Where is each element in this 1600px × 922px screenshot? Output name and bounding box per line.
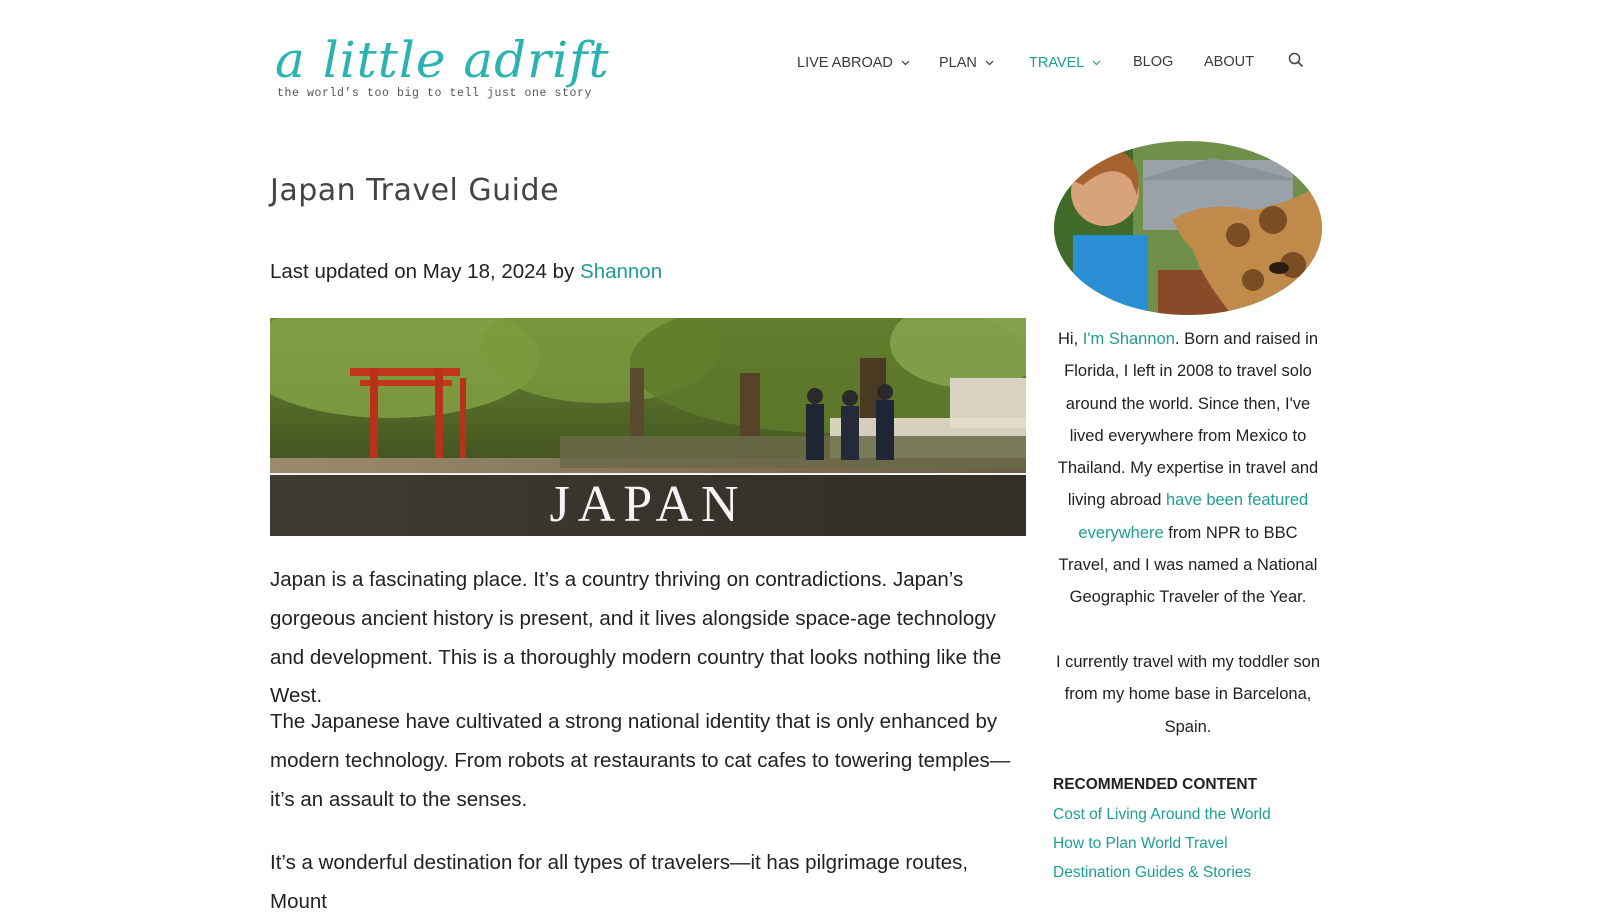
recommended-link[interactable]: Destination Guides & Stories [1053,864,1252,881]
author-avatar [1053,140,1323,316]
nav-item-live-abroad[interactable] [797,50,910,75]
post-meta [270,260,662,284]
author-link[interactable]: Shannon [580,260,663,283]
nav-item-plan[interactable] [939,50,994,75]
recommended-list [1053,804,1271,891]
nav-label: LIVE ABROAD [797,55,893,71]
bio-text: . Born and raised in Florida, I left in 2008 to travel solo around the world. Since then, I've lived everywhere from Mexico to Thailand. My expertise in travel and living abroad [1057,330,1319,510]
nav-item-about[interactable] [1204,50,1254,74]
chevron-down-icon [1092,50,1101,74]
site-logo[interactable] [275,30,615,110]
author-bio [1053,323,1323,614]
nav-item-blog[interactable] [1133,50,1173,74]
author-bio-home: I currently travel with my toddler son from my home base in Barcelona, Spain. [1055,653,1321,736]
nav-label: PLAN [939,55,977,71]
site-tagline: the world’s too big to tell just one story [277,87,593,100]
nav-item-travel[interactable] [1029,50,1101,75]
about-author-link[interactable]: I'm Shannon [1082,330,1175,348]
article-paragraph: It’s a wonderful destination for all types of travelers—it has pilgrimage routes, Mount [270,851,969,913]
search-icon[interactable] [1288,52,1304,68]
recommended-heading: RECOMMENDED CONTENT [1053,776,1258,793]
bio-hi: Hi, [1058,330,1079,348]
nav-label: ABOUT [1204,54,1254,70]
recommended-link[interactable]: How to Plan World Travel [1053,835,1228,852]
list-item [1053,833,1271,862]
list-item [1053,804,1271,833]
hero-image [270,318,1026,536]
article-paragraph: The Japanese have cultivated a strong national identity that is only enhanced by modern technology. From robots at restaurants to cat cafes to towering temples—it’s an assault to the senses. [270,710,1011,811]
nav-label: BLOG [1133,54,1174,70]
article-paragraph: Japan is a fascinating place. It’s a country thriving on contradictions. Japan’s gorgeous ancient history is present, and it lives alongside space-age technology and development. This is a thoroughly modern country that looks nothing like the West. [270,568,1002,708]
logo-wordmark: a little adrift [275,31,610,89]
chevron-down-icon [985,50,994,74]
list-item [1053,862,1271,891]
hero-title: JAPAN [549,476,747,533]
chevron-down-icon [901,50,910,74]
page-title: Japan Travel Guide [270,173,560,208]
featured-link[interactable]: have been featured everywhere [1078,491,1309,542]
recommended-link[interactable]: Cost of Living Around the World [1053,806,1271,823]
bio-text: from NPR to BBC Travel, and I was named a National Geographic Traveler of the Year. [1058,523,1318,607]
updated-date: Last updated on May 18, 2024 by [270,260,575,283]
nav-label: TRAVEL [1029,55,1085,71]
